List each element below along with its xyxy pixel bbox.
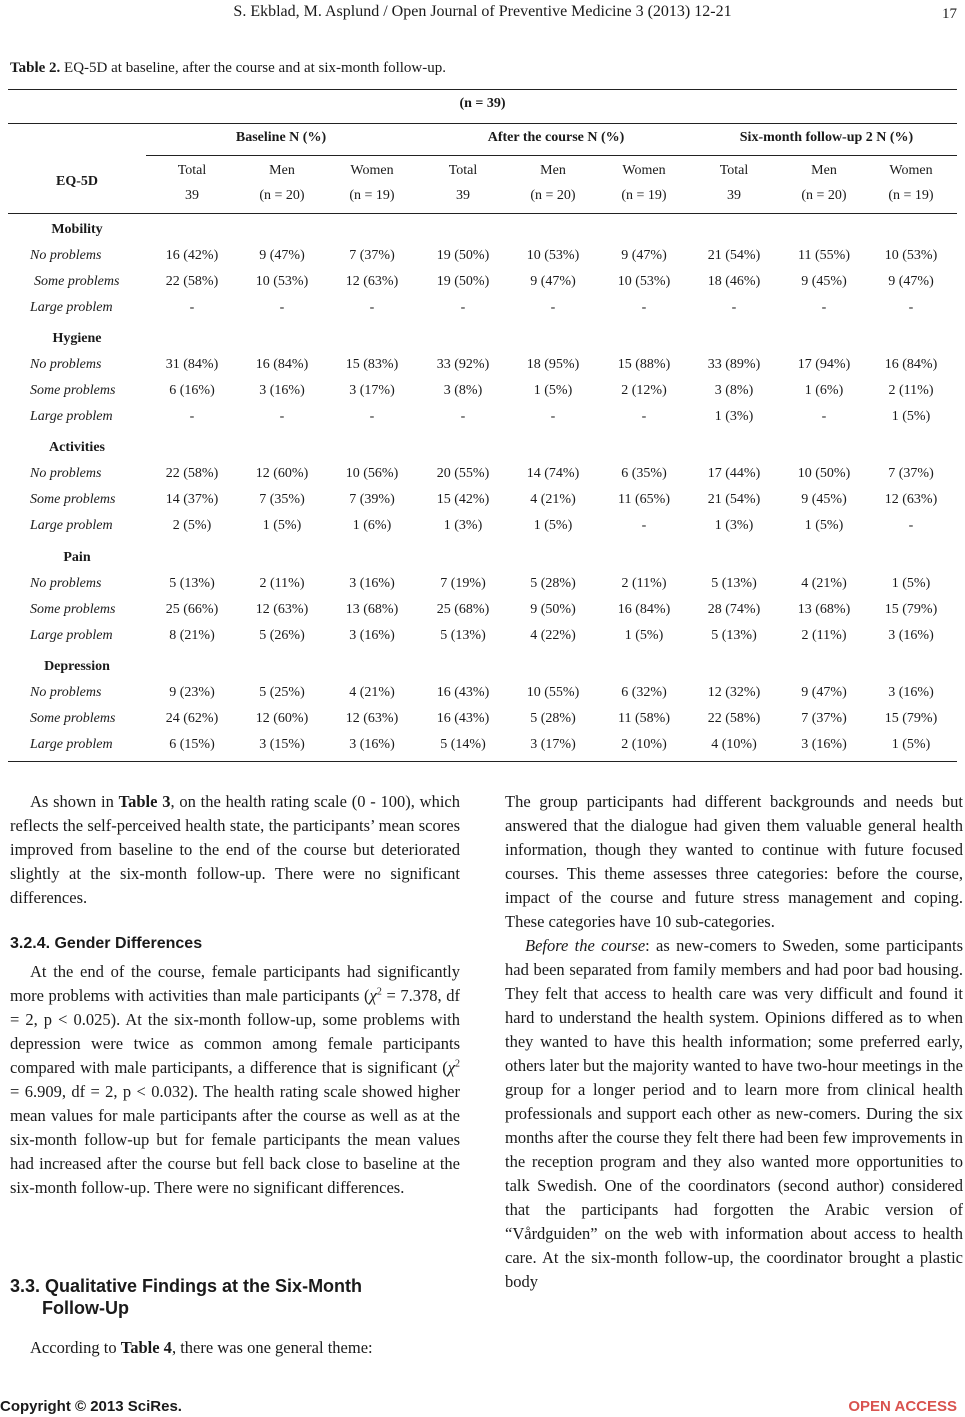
- table-caption-label: Table 2.: [10, 60, 61, 76]
- group-header-after-course: After the course N (%): [487, 130, 625, 145]
- row-label: Some problems: [30, 711, 116, 726]
- table-cell: -: [821, 409, 827, 424]
- table-cell: 3 (16%): [349, 628, 395, 643]
- table-cell: 7 (37%): [349, 248, 395, 263]
- table-cell: 10 (53%): [526, 248, 580, 263]
- table-cell: 6 (35%): [621, 466, 667, 481]
- table-cell: 12 (60%): [255, 711, 309, 726]
- running-header: [0, 2, 965, 24]
- table-cell: 1 (5%): [891, 409, 931, 424]
- table-cell: 5 (28%): [530, 711, 576, 726]
- subheader-cell: Women: [622, 163, 666, 178]
- table-4-ref: Table 4: [120, 1338, 172, 1357]
- left-column-2: [10, 960, 460, 1200]
- row-label: Large problem: [30, 737, 113, 752]
- category-label: Depression: [44, 659, 110, 674]
- table-cell: -: [641, 518, 647, 533]
- table-cell: 19 (50%): [436, 274, 490, 289]
- table-cell: 1 (3%): [714, 518, 754, 533]
- table-cell: 1 (5%): [533, 518, 573, 533]
- table-cell: 9 (47%): [801, 685, 847, 700]
- table-cell: 2 (12%): [621, 383, 667, 398]
- table-cell: 5 (14%): [440, 737, 486, 752]
- table-cell: -: [908, 300, 914, 315]
- table-cell: -: [550, 300, 556, 315]
- table-cell: -: [731, 300, 737, 315]
- category-label: Hygiene: [52, 331, 102, 346]
- table-cell: 1 (3%): [443, 518, 483, 533]
- paragraph: The group participants had different backgrounds and needs but answered that the dialogue had given them valuable general health information, though they wanted to continue with future focused courses. This theme assesses three categories: before the course, impact of the course and future stress management and coping. These categories have 10 sub-categories.: [505, 792, 963, 931]
- subheader-cell: Women: [889, 163, 933, 178]
- table-cell: 16 (84%): [884, 357, 938, 372]
- group-header-six-month: Six-month follow-up 2 N (%): [739, 130, 914, 145]
- table-cell: 15 (79%): [884, 602, 938, 617]
- table-cell: 12 (63%): [255, 602, 309, 617]
- table-cell: 9 (23%): [169, 685, 215, 700]
- subheader-cell: (n = 19): [888, 188, 934, 203]
- table-cell: 15 (79%): [884, 711, 938, 726]
- subheader-cell: (n = 20): [259, 188, 305, 203]
- table-cell: 12 (63%): [345, 274, 399, 289]
- table-cell: -: [641, 300, 647, 315]
- row-label: Some problems: [30, 383, 116, 398]
- table-cell: -: [460, 300, 466, 315]
- subheader-cell: (n = 20): [530, 188, 576, 203]
- table-cell: 9 (45%): [801, 274, 847, 289]
- table-cell: 5 (13%): [169, 576, 215, 591]
- table-cell: 10 (53%): [255, 274, 309, 289]
- paragraph: Before the course: as new-comers to Sweden, some participants had been separated from family members and had poor bad housing. They felt that access to health care was very difficult and found it hard to understand the health system. Opinions differed as to when they wanted to have this health information; some preferred early, others later but the majority wanted to have two-hour meetings in the group for a longer period and to learn more from clinical health professionals and support each other as new-comers. During the six months after the course they felt there had been few improvements in the reception program and they also wanted more opportunities to talk Swedish. One of the coordinators (second author) considered that the participants had forgotten the Arabic version of “Vårdguiden” on the web with information about access to health care. At the six-month follow-up, the coordinator brought a plastic body: [505, 936, 963, 1291]
- row-label: Large problem: [30, 409, 113, 424]
- open-access-badge: OPEN ACCESS: [848, 1398, 957, 1415]
- table-cell: 3 (16%): [801, 737, 847, 752]
- table-cell: 15 (88%): [617, 357, 671, 372]
- table-cell: 13 (68%): [345, 602, 399, 617]
- table-cell: 11 (58%): [618, 711, 670, 726]
- table-cell: 6 (32%): [621, 685, 667, 700]
- table-cell: 4 (21%): [801, 576, 847, 591]
- table-cell: 28 (74%): [707, 602, 761, 617]
- table-cell: 22 (58%): [165, 466, 219, 481]
- row-label: Large problem: [30, 300, 113, 315]
- table-cell: 1 (5%): [624, 628, 664, 643]
- table-cell: 7 (39%): [349, 492, 395, 507]
- table-cell: 17 (94%): [797, 357, 851, 372]
- table-cell: 7 (19%): [440, 576, 486, 591]
- table-cell: 9 (45%): [801, 492, 847, 507]
- table-cell: 3 (16%): [349, 576, 395, 591]
- table-cell: 5 (28%): [530, 576, 576, 591]
- table-cell: 14 (74%): [526, 466, 580, 481]
- row-header-eq5d: EQ-5D: [56, 174, 98, 189]
- table-cell: 15 (83%): [345, 357, 399, 372]
- table-cell: 11 (55%): [798, 248, 850, 263]
- table-cell: 2 (10%): [621, 737, 667, 752]
- running-title: S. Ekblad, M. Asplund / Open Journal of Preventive Medicine 3 (2013) 12-21: [233, 3, 732, 20]
- table-cell: 5 (13%): [711, 628, 757, 643]
- table-cell: 5 (13%): [440, 628, 486, 643]
- table-cell: -: [189, 300, 195, 315]
- table-cell: 12 (32%): [707, 685, 761, 700]
- table-cell: 6 (15%): [169, 737, 215, 752]
- table-cell: 1 (5%): [804, 518, 844, 533]
- subheader-cell: Total: [448, 163, 478, 178]
- subheader-cell: 39: [185, 188, 199, 203]
- table-cell: 7 (37%): [801, 711, 847, 726]
- table-cell: 2 (11%): [888, 383, 934, 398]
- table-cell: 10 (53%): [617, 274, 671, 289]
- table-cell: 6 (16%): [169, 383, 215, 398]
- table-cell: 2 (5%): [172, 518, 212, 533]
- table-caption: [10, 60, 446, 77]
- subheader-cell: 39: [727, 188, 741, 203]
- table-cell: 10 (56%): [345, 466, 399, 481]
- table-cell: 18 (46%): [707, 274, 761, 289]
- paragraph: According to Table 4, there was one general theme:: [30, 1338, 373, 1357]
- table-cell: 9 (47%): [621, 248, 667, 263]
- table-cell: -: [279, 409, 285, 424]
- table-cell: 4 (22%): [530, 628, 576, 643]
- row-label: Large problem: [30, 628, 113, 643]
- table-cell: 4 (21%): [349, 685, 395, 700]
- table-cell: 4 (21%): [530, 492, 576, 507]
- row-label: No problems: [30, 357, 102, 372]
- subheader-cell: 39: [456, 188, 470, 203]
- table-cell: 1 (5%): [533, 383, 573, 398]
- row-label: No problems: [30, 248, 102, 263]
- table-cell: 3 (16%): [888, 685, 934, 700]
- table-cell: 13 (68%): [797, 602, 851, 617]
- table-cell: 31 (84%): [165, 357, 219, 372]
- table-cell: 1 (5%): [891, 576, 931, 591]
- table-cell: 7 (37%): [888, 466, 934, 481]
- table-cell: 1 (5%): [891, 737, 931, 752]
- table-cell: 2 (11%): [621, 576, 667, 591]
- table-cell: 4 (10%): [711, 737, 757, 752]
- table-cell: 5 (26%): [259, 628, 305, 643]
- row-label: No problems: [30, 685, 102, 700]
- table-cell: 16 (43%): [436, 685, 490, 700]
- table-cell: 3 (16%): [259, 383, 305, 398]
- table-cell: 12 (63%): [884, 492, 938, 507]
- table-cell: 3 (8%): [443, 383, 483, 398]
- table-cell: 3 (16%): [888, 628, 934, 643]
- table-cell: 10 (50%): [797, 466, 851, 481]
- table-cell: 25 (66%): [165, 602, 219, 617]
- table-cell: 33 (92%): [436, 357, 490, 372]
- table-cell: 21 (54%): [707, 248, 761, 263]
- table-cell: -: [821, 300, 827, 315]
- table-cell: 25 (68%): [436, 602, 490, 617]
- table-3-ref: Table 3: [118, 792, 171, 811]
- subheader-cell: Men: [811, 163, 837, 178]
- table-cell: 16 (42%): [165, 248, 219, 263]
- subheader-cell: Total: [177, 163, 207, 178]
- table-cell: 16 (84%): [617, 602, 671, 617]
- table-cell: 16 (84%): [255, 357, 309, 372]
- category-label: Mobility: [51, 222, 103, 237]
- table-cell: 11 (65%): [618, 492, 670, 507]
- left-column: [10, 790, 460, 910]
- table-cell: 2 (11%): [801, 628, 847, 643]
- table-cell: 3 (17%): [530, 737, 576, 752]
- row-label: Some problems: [30, 602, 116, 617]
- table-cell: 12 (60%): [255, 466, 309, 481]
- table-cell: 10 (55%): [526, 685, 580, 700]
- table-cell: 12 (63%): [345, 711, 399, 726]
- table-cell: 3 (15%): [259, 737, 305, 752]
- table-cell: 24 (62%): [165, 711, 219, 726]
- table-cell: 17 (44%): [707, 466, 761, 481]
- table-cell: 16 (43%): [436, 711, 490, 726]
- copyright-notice: Copyright © 2013 SciRes.: [0, 1398, 182, 1415]
- table-cell: 5 (25%): [259, 685, 305, 700]
- table-cell: 21 (54%): [707, 492, 761, 507]
- table-cell: 7 (35%): [259, 492, 305, 507]
- table-cell: -: [369, 409, 375, 424]
- table-cell: 3 (16%): [349, 737, 395, 752]
- table-header-bottom-rule: [8, 213, 957, 214]
- table-cell: -: [908, 518, 914, 533]
- row-label: No problems: [30, 466, 102, 481]
- table-cell: 15 (42%): [436, 492, 490, 507]
- table-cell: 9 (47%): [530, 274, 576, 289]
- table-cell: 9 (50%): [530, 602, 576, 617]
- table-cell: 3 (17%): [349, 383, 395, 398]
- table-n-label: (n = 39): [459, 96, 506, 111]
- table-cell: 10 (53%): [884, 248, 938, 263]
- right-column: [505, 790, 963, 1294]
- table-cell: -: [189, 409, 195, 424]
- table-cell: 8 (21%): [169, 628, 215, 643]
- subheader-cell: (n = 19): [349, 188, 395, 203]
- table-cell: 20 (55%): [436, 466, 490, 481]
- table-cell: 1 (6%): [352, 518, 392, 533]
- table-cell: 22 (58%): [707, 711, 761, 726]
- subheader-cell: Total: [719, 163, 749, 178]
- category-label: Activities: [49, 440, 105, 455]
- section-heading-3-2-4: 3.2.4. Gender Differences: [10, 935, 203, 952]
- table-cell: 2 (11%): [259, 576, 305, 591]
- left-column-3: [10, 1336, 460, 1360]
- page-number: 17: [942, 6, 957, 22]
- subheader-cell: (n = 19): [621, 188, 667, 203]
- table-cell: -: [550, 409, 556, 424]
- table-cell: -: [460, 409, 466, 424]
- table-cell: -: [641, 409, 647, 424]
- table-bottom-rule: [8, 761, 957, 762]
- section-heading-3-3: 3.3. Qualitative Findings at the Six-Month Follow-Up: [10, 1276, 363, 1318]
- table-cell: 3 (8%): [714, 383, 754, 398]
- table-cell: 9 (47%): [259, 248, 305, 263]
- category-label: Pain: [63, 550, 91, 565]
- row-label: No problems: [30, 576, 102, 591]
- row-label: Some problems: [34, 274, 120, 289]
- table-cell: 33 (89%): [707, 357, 761, 372]
- subheader-cell: Men: [269, 163, 295, 178]
- table-cell: 1 (6%): [804, 383, 844, 398]
- table-cell: 19 (50%): [436, 248, 490, 263]
- table-cell: -: [279, 300, 285, 315]
- paragraph: At the end of the course, female participants had significantly more problems with activities than male participants ($\chi^2 = 7.378$, df = 2, p < 0.025). At the six-month follow-up, some problems with depression were twice as common among female participants compared with male participants, a difference that is significant ($\chi^2 = 6.909$, df = 2, p < 0.032). The health rating scale showed higher mean values for male participants after the course as well as at the six-month follow-up but for female participants the mean values had increased after the course but fell back close to baseline at the six-month follow-up. There were no significant differences.: [10, 962, 460, 1197]
- subheader-cell: Women: [350, 163, 394, 178]
- table-caption-text: EQ-5D at baseline, after the course and at six-month follow-up.: [60, 60, 447, 76]
- table-top-rule: [8, 89, 957, 90]
- row-label: Some problems: [30, 492, 116, 507]
- table-cell: 22 (58%): [165, 274, 219, 289]
- table-cell: -: [369, 300, 375, 315]
- table-cell: 18 (95%): [526, 357, 580, 372]
- group-header-rule: [146, 155, 957, 156]
- table-cell: 5 (13%): [711, 576, 757, 591]
- paragraph: As shown in Table 3, on the health rating scale (0 - 100), which reflects the self-perceived health state, the participants’ mean scores improved from baseline to the end of the course but deteriorated slightly at the six-month follow-up. There were no significant differences.: [10, 792, 460, 907]
- table-cell: 14 (37%): [165, 492, 219, 507]
- table-rule-2: [8, 123, 957, 124]
- table-cell: 1 (5%): [262, 518, 302, 533]
- subheader-cell: (n = 20): [801, 188, 847, 203]
- row-label: Large problem: [30, 518, 113, 533]
- subheader-cell: Men: [540, 163, 566, 178]
- group-header-baseline: Baseline N (%): [235, 130, 327, 145]
- table-cell: 1 (3%): [714, 409, 754, 424]
- table-cell: 9 (47%): [888, 274, 934, 289]
